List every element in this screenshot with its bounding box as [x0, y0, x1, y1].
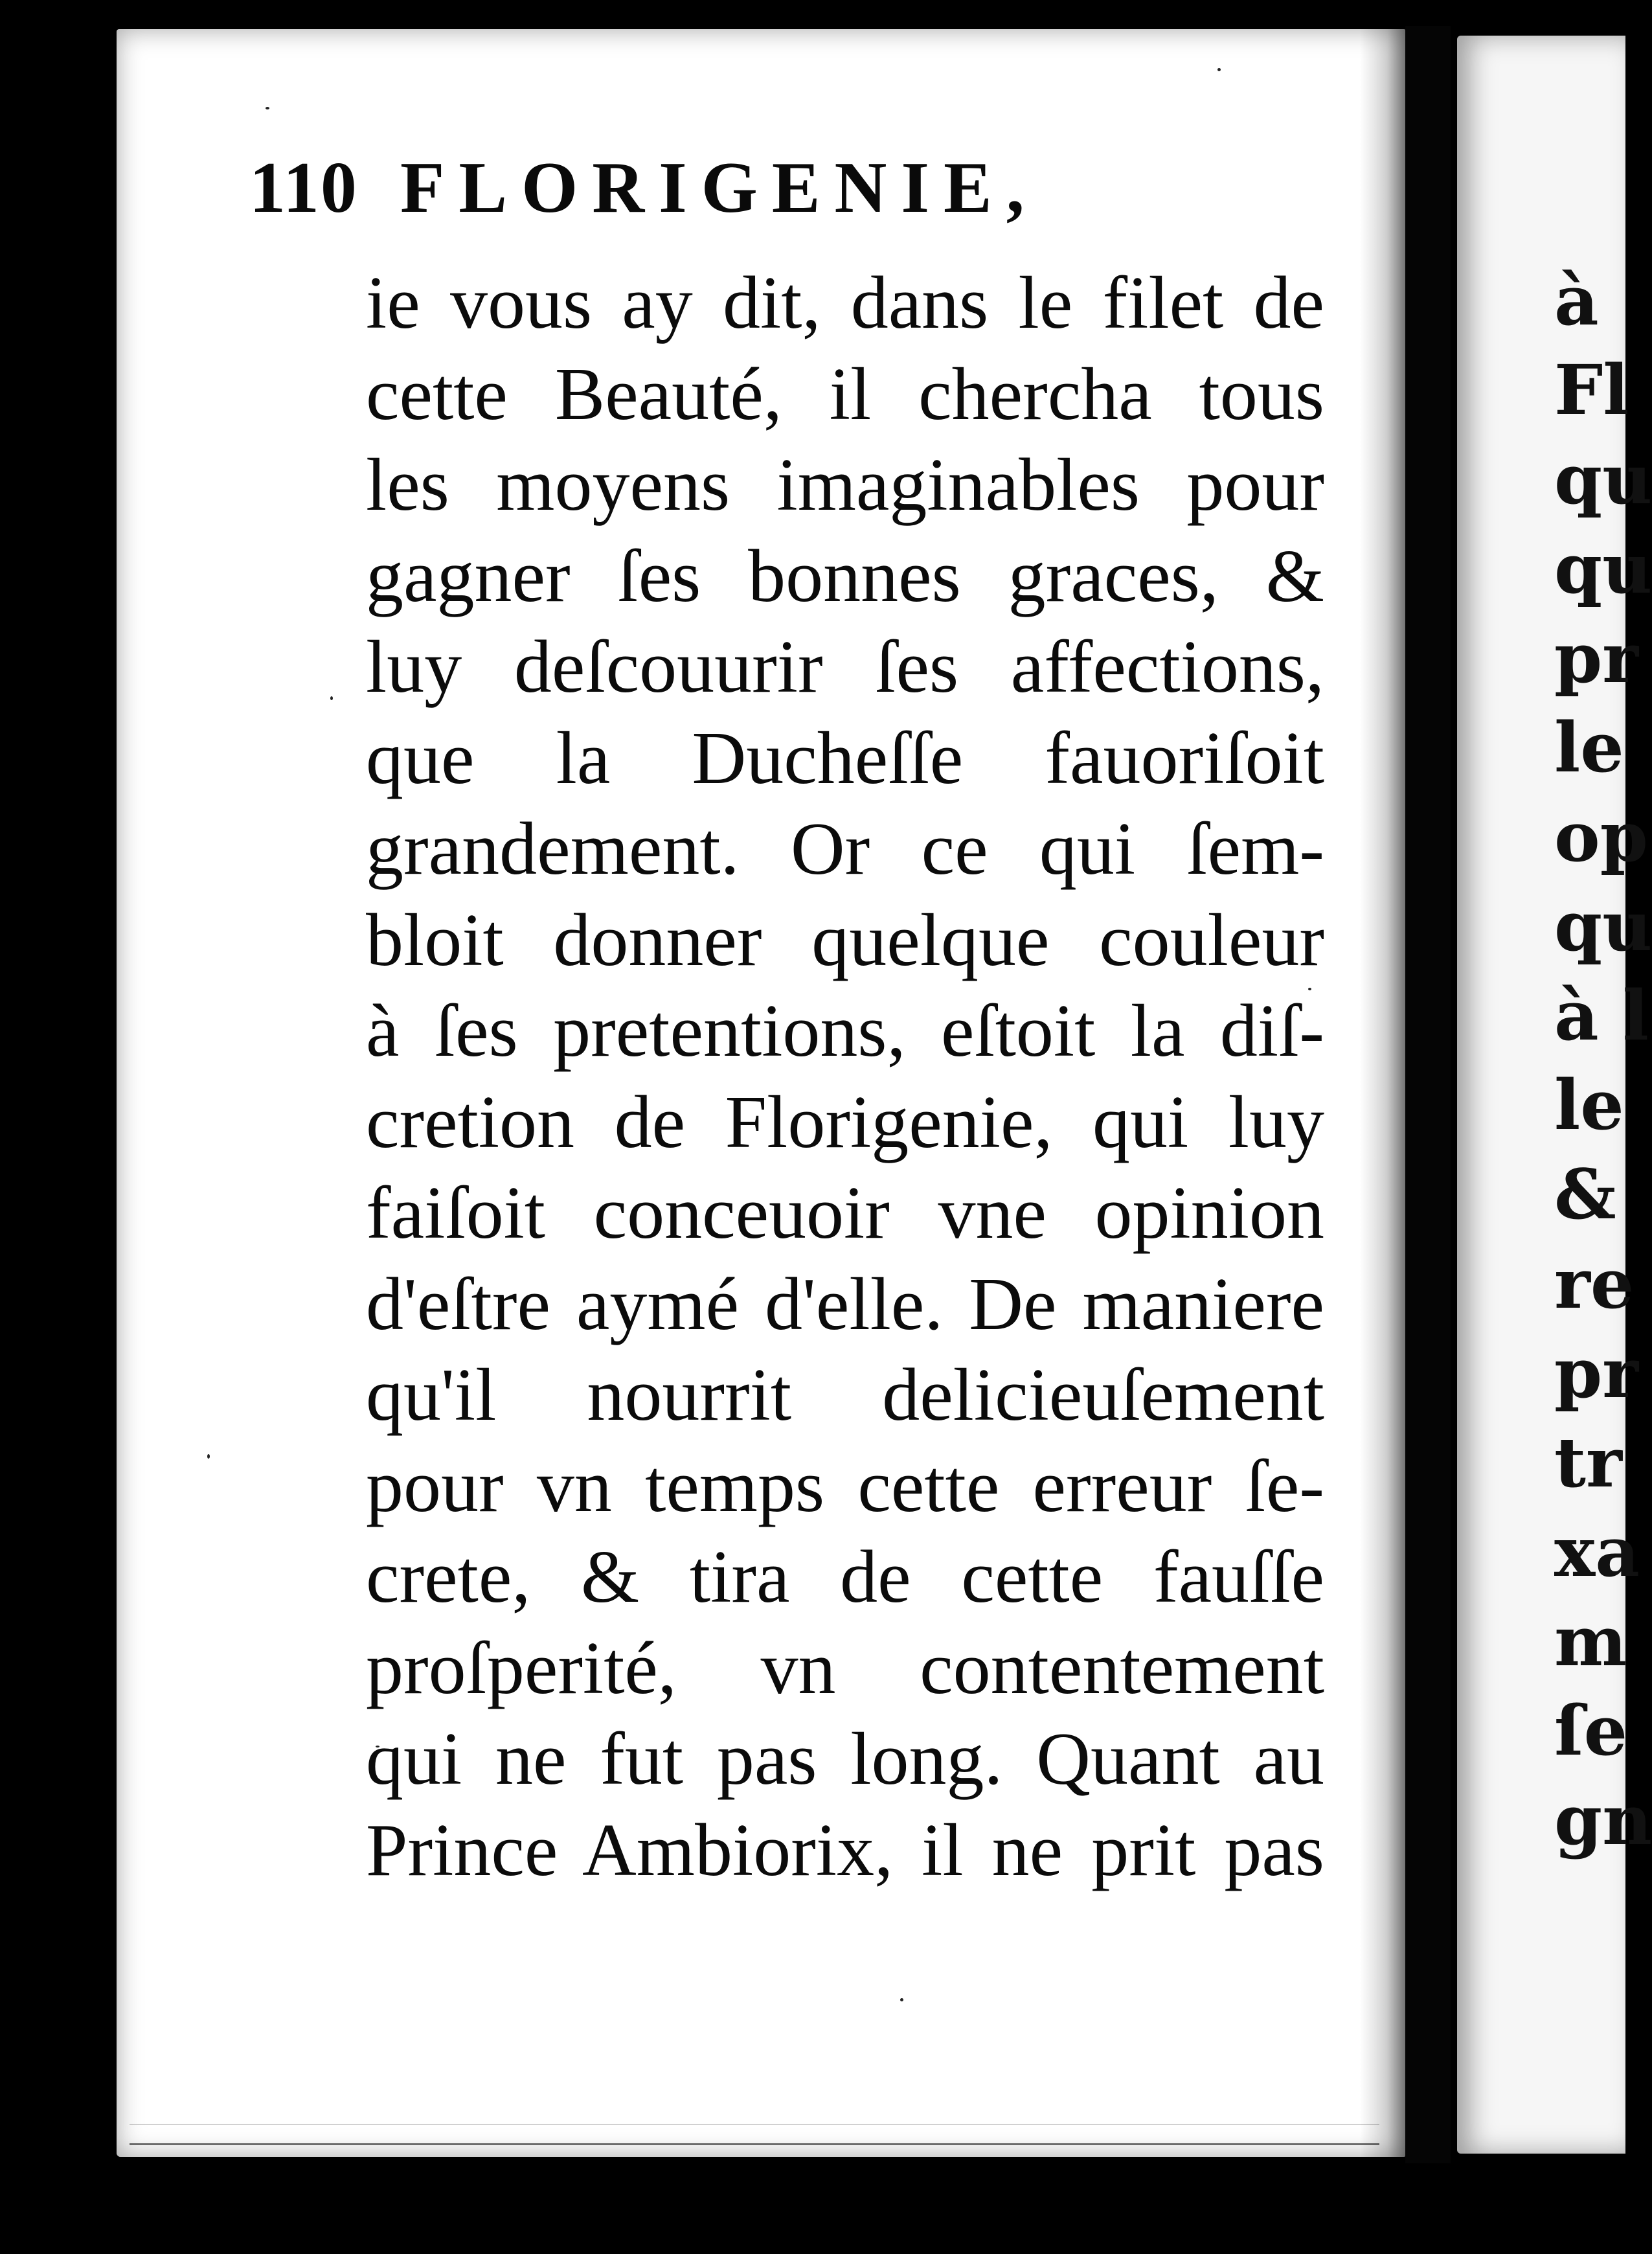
running-head — [249, 146, 1039, 230]
body-text — [366, 258, 1324, 1896]
scan-speck — [266, 107, 269, 109]
text-line: crete, & tira de cette fauſſe — [366, 1536, 1324, 1619]
right-page-edge — [1457, 36, 1652, 2154]
text-line: gagner ſes bonnes graces, & — [366, 534, 1324, 618]
facing-line: re — [1554, 1243, 1635, 1324]
text-line: qui ne fut pas long. Quant au — [366, 1718, 1324, 1801]
facing-line: qu — [1554, 438, 1652, 519]
running-title: FLORIGENIE, — [400, 148, 1039, 228]
text-line: luy deſcouurir ſes affections, — [366, 626, 1324, 709]
text-line: bloit donner quelque couleur — [366, 898, 1324, 982]
facing-line: le — [1554, 1064, 1624, 1145]
scan-speck — [1217, 68, 1221, 71]
text-line: cretion de Florigenie, qui luy — [366, 1080, 1324, 1164]
facing-line: pr — [1554, 1332, 1638, 1413]
text-line: ie vous ay dit, dans le filet de — [366, 262, 1324, 345]
facing-line: le — [1554, 707, 1624, 788]
book-gutter — [1405, 26, 1451, 2163]
text-line: pour vn temps cette erreur ſe- — [366, 1444, 1324, 1528]
facing-line: gn — [1554, 1779, 1652, 1860]
scan-speck — [330, 696, 333, 700]
text-line: Prince Ambiorix, il ne prit pas — [366, 1808, 1324, 1892]
facing-page-text — [1554, 256, 1652, 1865]
text-line: cette Beauté, il chercha tous — [366, 352, 1324, 436]
facing-line: op — [1554, 796, 1648, 877]
facing-line: pr — [1554, 617, 1638, 698]
page-number: 110 — [249, 148, 358, 228]
facing-line: à l — [1554, 975, 1649, 1056]
facing-line: m — [1554, 1600, 1627, 1681]
facing-line: qu — [1554, 885, 1652, 966]
text-line: que la Ducheſſe fauoriſoit — [366, 716, 1324, 800]
text-line: faiſoit conceuoir vne opinion — [366, 1172, 1324, 1255]
text-line: proſperité, vn contentement — [366, 1626, 1324, 1710]
text-line: qu'il nourrit delicieuſement — [366, 1354, 1324, 1437]
facing-line: à — [1554, 260, 1599, 341]
text-line: les moyens imaginables pour — [366, 444, 1324, 527]
facing-line: & — [1554, 1154, 1616, 1235]
text-line: d'eſtre aymé d'elle. De maniere — [366, 1262, 1324, 1346]
scan-speck — [207, 1454, 210, 1459]
scan-speck — [900, 1998, 903, 2001]
facing-line: qu — [1554, 528, 1652, 609]
facing-line: Fl — [1554, 349, 1629, 430]
text-line: à ſes pretentions, eſtoit la diſ- — [366, 990, 1324, 1073]
text-line: grandement. Or ce qui ſem- — [366, 808, 1324, 891]
facing-line: xa — [1554, 1511, 1640, 1592]
facing-line: ſe — [1554, 1690, 1628, 1771]
facing-line: tr — [1554, 1422, 1622, 1503]
